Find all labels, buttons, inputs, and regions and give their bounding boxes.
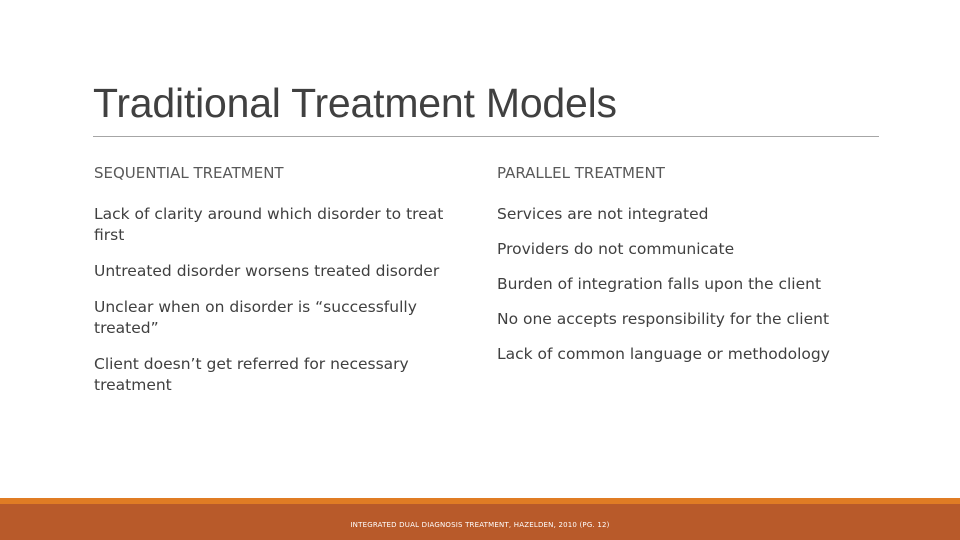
list-item: Burden of integration falls upon the client	[497, 275, 822, 293]
list-item: Services are not integrated	[497, 205, 709, 223]
list-item: No one accepts responsibility for the client	[497, 310, 830, 328]
footer-bar	[0, 504, 960, 540]
sequential-treatment-column	[94, 162, 474, 411]
list-item: Lack of common language or methodology	[497, 345, 830, 363]
parallel-treatment-heading: PARALLEL TREATMENT	[497, 164, 665, 182]
footer-citation: INTEGRATED DUAL DIAGNOSIS TREATMENT, HAZELDEN, 2010 (PG. 12)	[350, 521, 610, 529]
list-item: Unclear when on disorder is “successfully treated”	[94, 298, 417, 337]
sequential-treatment-heading: SEQUENTIAL TREATMENT	[94, 164, 284, 182]
parallel-treatment-column	[497, 162, 877, 379]
title-divider	[93, 136, 879, 137]
list-item: Lack of clarity around which disorder to treat first	[94, 205, 444, 244]
list-item: Client doesn’t get referred for necessary treatment	[94, 355, 409, 394]
list-item: Untreated disorder worsens treated disorder	[94, 262, 440, 280]
slide-title: Traditional Treatment Models	[93, 80, 617, 126]
list-item: Providers do not communicate	[497, 240, 735, 258]
